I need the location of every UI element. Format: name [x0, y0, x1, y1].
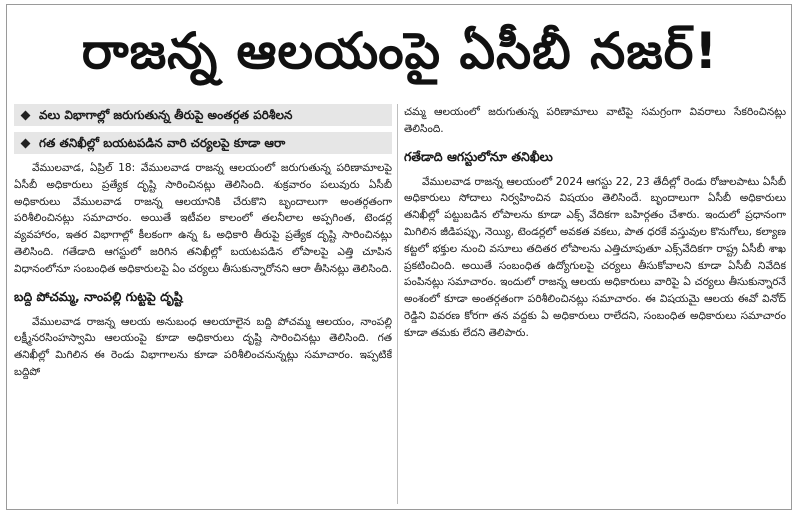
left-paragraph-1: వేములవాడ, ఏప్రిల్ 18: వేములవాడ రాజన్న ఆలయంలో జరుగుతున్న పరిణామాలపై ఏసీబీ అధికారులు ప్రత్యేక దృష్టి సారించినట్లు తెలిసింది. శుక్రవారం పలువురు ఏసీబీ అధికారులు వేములవాడ రాజన్న ఆలయానికి చేరుకొని బృందాలుగా అంతర్గతంగా పరిశీలించినట్లు సమాచారం. అయితే ఇటీవల కాలంలో తలనీలాల అప్పగింత, టెండర్ల వ్యవహారం, ఇతర విభాగాల్లో కీలకంగా ఉన్న ఓ అధికారి తీరుపై ప్రత్యేక దృష్టి సారించినట్లు తెలిసింది. గతేడాది ఆగస్టులో జరిగిన తనిఖీల్లో బయటపడిన లోపాలపై ఎత్తి చూపిన విధానంలోనూ సంబంధిత అధికారులపై ఏం చర్యలు తీసుకున్నారోనని ఆరా తీసినట్లు తెలిసింది.: [14, 162, 392, 275]
right-paragraph-1: చమ్మ ఆలయంలో జరుగుతున్న పరిణామాలు వాటిపై సమగ్రంగా వివరాలు సేకరించినట్లు తెలిసింది.: [404, 106, 786, 135]
right-paragraph-2: వేములవాడ రాజన్న ఆలయంలో 2024 ఆగస్టు 22, 23 తేదీల్లో రెండు రోజులపాటు ఏసీబీ అధికారులు సోదాలు నిర్వహించిన విషయం తెలిసిందే. బృందాలుగా ఏసీబీ అధికారులు తనిఖీల్లో పట్టుబడిన లోపాలను కూడా ఎక్స్ వేదికగా బహిర్గతం చేశారు. ఇందులో ప్రధానంగా మిగిలిన జీడిపప్పు, నెయ్యి, టెండర్లలో అవకత వకలు, పాత ధరకే వస్తువుల కొనుగోలు, కల్యాణ కట్టలో భక్తుల నుంచి వసూలు తదితర లోపాలను ఎత్తిచూపుతూ ఎక్స్‌వేదికగా రాష్ట్ర ఏసీబీ శాఖ ప్రకటించింది. అయితే సంబంధిత ఉద్యోగులపై చర్యలు తీసుకోవాలని కూడా ఏసీబీ నివేదిక పంపినట్లు సమాచారం. ఇందులో రాజన్న ఆలయ అధికారులు వారిపై ఏ చర్యలు తీసుకున్నారనే అంశంలో కూడా అంతర్గతంగా పరిశీలించినట్లు సమాచారం. ఈ విషయమై ఆలయ ఈవో వినోద్ రెడ్డిని వివరణ కోరగా తన వద్దకు ఏ అధికారులు రాలేదని, సంబంధిత అధికారులు సమాచారం కూడా తమకు లేదని తెలిపారు.: [404, 175, 786, 339]
subhead-1-text: వలు విభాగాల్లో జరుగుతున్న తీరుపై అంతర్గత పరిశీలన: [39, 108, 293, 122]
diamond-bullet-icon: [21, 110, 31, 120]
right-column: [404, 104, 786, 508]
left-paragraph-2: వేములవాడ రాజన్న ఆలయ అనుబంధ ఆలయాలైన బద్ది పోచమ్మ ఆలయం, నాంపల్లి లక్ష్మీనరసింహస్వామి ఆలయంపై కూడా అధికారులు దృష్టి సారించినట్లు తెలిసింది. గత తనిఖీల్లో మిగిలిన ఈ రెండు విభాగాలను కూడా పరిశీలించనున్నట్లు సమాచారం. ఇప్పటికే బద్దిపో: [14, 315, 392, 378]
subhead-2: [14, 132, 392, 154]
left-column: [14, 104, 392, 508]
column-divider: [397, 104, 398, 504]
subhead-2-text: గత తనిఖీల్లో బయటపడిన వారి చర్యలపై కూడా ఆరా: [39, 136, 286, 150]
left-section-heading: బద్ది పోచమ్మ, నాంపల్లి గుట్టపై దృష్టి: [14, 288, 183, 304]
subhead-1: [14, 104, 392, 126]
diamond-bullet-icon: [21, 138, 31, 148]
right-section-heading: గతేడాది ఆగస్టులోనూ తనిఖీలు: [404, 148, 553, 164]
headline: రాజన్న ఆలయంపై ఏసీబీ నజర్!: [81, 22, 719, 80]
